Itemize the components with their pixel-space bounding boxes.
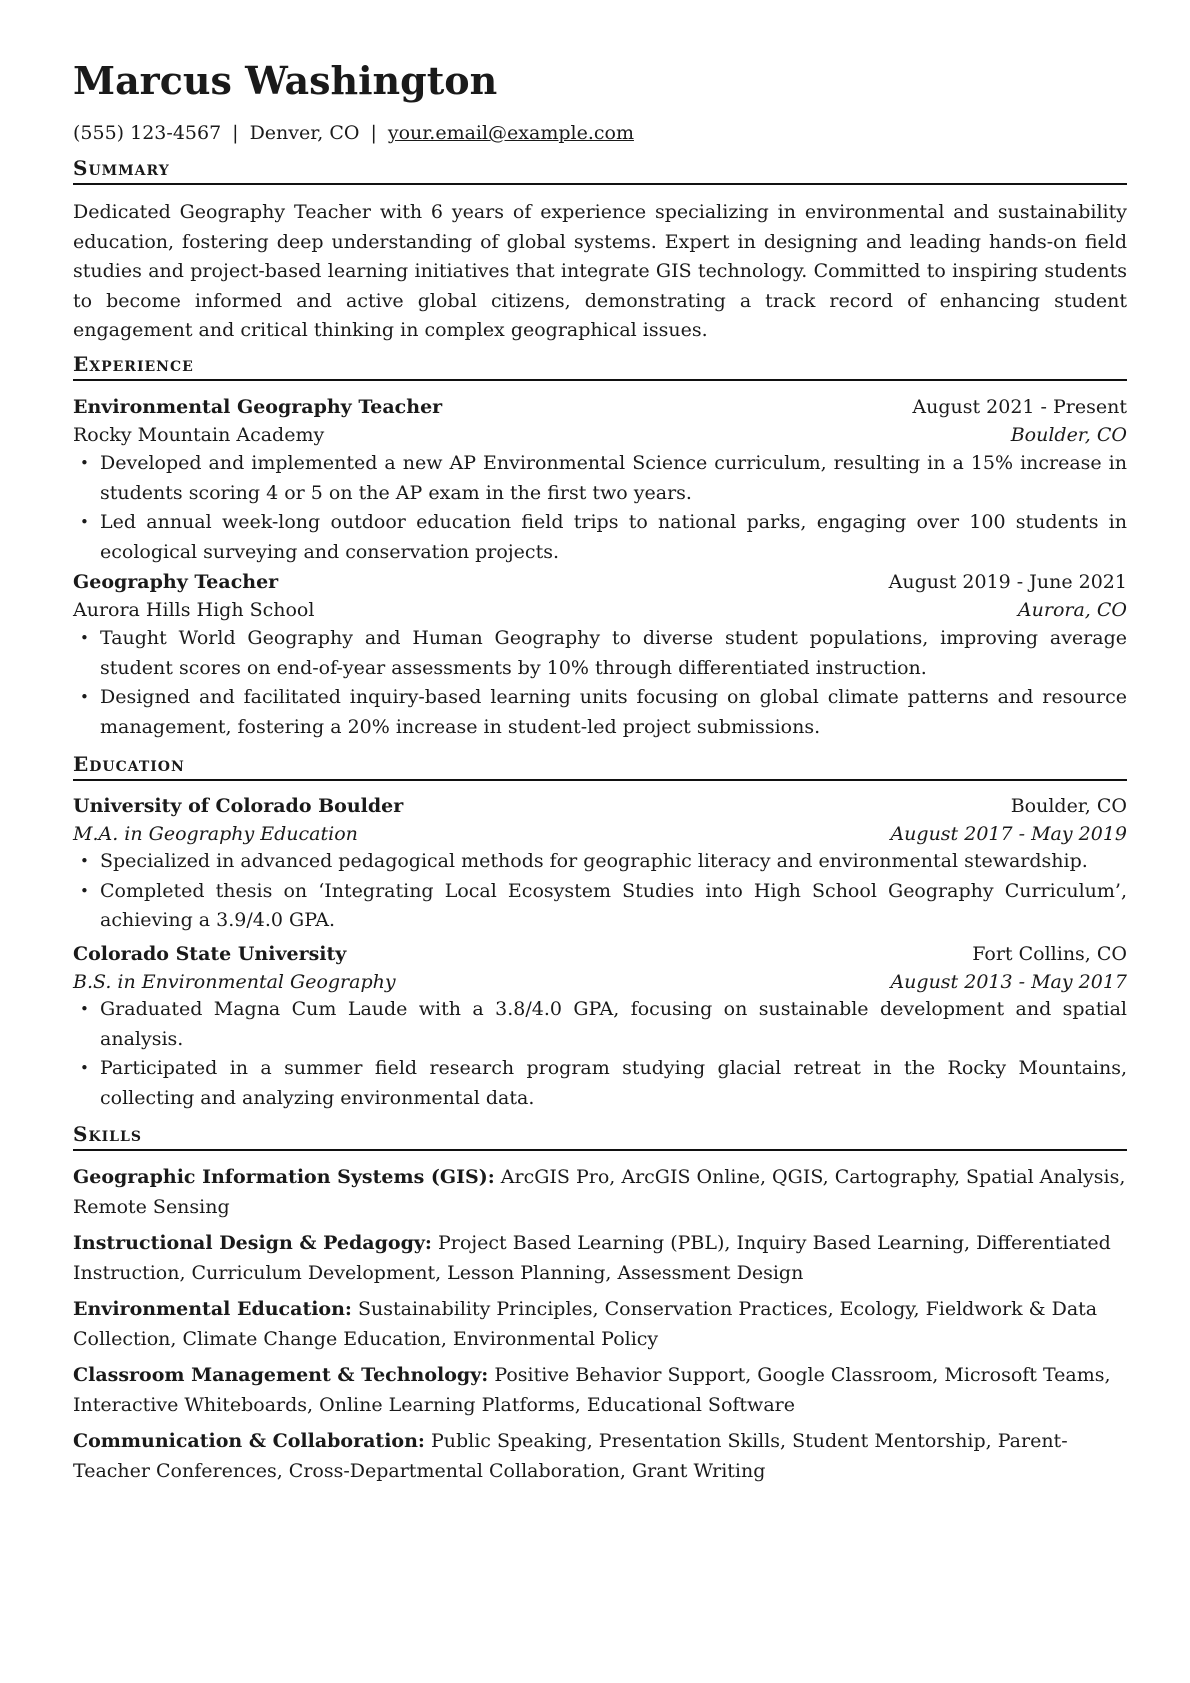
- skill-row: [73, 1295, 1127, 1354]
- bullet-icon: •: [80, 852, 89, 870]
- school-location: Boulder, CO: [1010, 795, 1127, 817]
- list-item: • Graduated Magna Cum Laude with a 3.8/4.0 GPA, focusing on sustainable development and spatial analysis.: [73, 995, 1127, 1054]
- skill-category: Environmental Education:: [73, 1298, 352, 1320]
- education-dates: August 2013 - May 2017: [890, 971, 1127, 993]
- bullet-icon: •: [80, 1059, 89, 1077]
- skill-list: Sustainability Principles, Conservation Practices, Ecology, Fieldwork & Data Collection, Climate Change Education, Environmental Policy: [73, 1298, 1098, 1350]
- summary-text: Dedicated Geography Teacher with 6 years of experience specializing in environmental and sustainability education, fostering deep understanding of global systems. Expert in designing and leading hands-on field studies and project-based learning initiatives that integrate GIS technology. Committed to inspiring students to become informed and active global citizens, demonstrating a track record of enhancing student engagement and critical thinking in complex geographical issues.: [73, 201, 1127, 341]
- employer: Aurora Hills High School: [73, 599, 315, 621]
- phone-number: (555) 123-4567: [73, 122, 222, 144]
- candidate-name: Marcus Washington: [73, 58, 498, 103]
- job-title: Environmental Geography Teacher: [73, 396, 443, 418]
- skill-list: Project Based Learning (PBL), Inquiry Based Learning, Differentiated Instruction, Curriculum Development, Lesson Planning, Assessment Design: [73, 1232, 1111, 1284]
- separator: |: [370, 122, 377, 144]
- skill-list: ArcGIS Pro, ArcGIS Online, QGIS, Cartography, Spatial Analysis, Remote Sensing: [73, 1166, 1126, 1218]
- section-heading-skills: Skills: [73, 1122, 1127, 1151]
- school-name: University of Colorado Boulder: [73, 795, 404, 817]
- section-heading-summary: Summary: [73, 156, 1127, 185]
- skill-row: [73, 1163, 1127, 1222]
- bullet-icon: •: [80, 513, 89, 531]
- skill-list: Positive Behavior Support, Google Classroom, Microsoft Teams, Interactive Whiteboards, Online Learning Platforms, Educational Software: [73, 1364, 1111, 1416]
- skill-category: Classroom Management & Technology:: [73, 1364, 489, 1386]
- skill-category: Instructional Design & Pedagogy:: [73, 1232, 432, 1254]
- education-dates: August 2017 - May 2019: [890, 823, 1127, 845]
- job-subheader: [73, 596, 1127, 625]
- employer: Rocky Mountain Academy: [73, 424, 325, 446]
- bullet-icon: •: [80, 1000, 89, 1018]
- job-subheader: [73, 421, 1127, 450]
- list-item: • Specialized in advanced pedagogical methods for geographic literacy and environmental stewardship.: [73, 847, 1127, 877]
- job-title: Geography Teacher: [73, 571, 279, 593]
- contact-line: [73, 121, 634, 146]
- education-subheader: [73, 820, 1127, 849]
- skill-list: Public Speaking, Presentation Skills, Student Mentorship, Parent-Teacher Conferences, Cross-Departmental Collaboration, Grant Writing: [73, 1430, 1068, 1482]
- bullet-icon: •: [80, 454, 89, 472]
- list-item: • Completed thesis on ‘Integrating Local Ecosystem Studies into High School Geography Curriculum’, achieving a 3.9/4.0 GPA.: [73, 877, 1127, 936]
- job-bullets: [73, 624, 1127, 742]
- bullet-icon: •: [80, 688, 89, 706]
- job-bullets: [73, 449, 1127, 567]
- section-heading-education: Education: [73, 752, 1127, 781]
- degree: M.A. in Geography Education: [73, 823, 358, 845]
- skill-row: [73, 1229, 1127, 1288]
- school-name: Colorado State University: [73, 943, 347, 965]
- section-heading-experience: Experience: [73, 352, 1127, 381]
- skill-row: [73, 1361, 1127, 1420]
- degree: B.S. in Environmental Geography: [73, 971, 396, 993]
- list-item: • Developed and implemented a new AP Environmental Science curriculum, resulting in a 15% increase in students scoring 4 or 5 on the AP exam in the first two years.: [73, 449, 1127, 508]
- skill-row: [73, 1427, 1127, 1486]
- job-header: [73, 393, 1127, 422]
- list-item: • Taught World Geography and Human Geography to diverse student populations, improving average student scores on end-of-year assessments by 10% through differentiated instruction.: [73, 624, 1127, 683]
- skill-category: Geographic Information Systems (GIS):: [73, 1166, 495, 1188]
- list-item: • Participated in a summer field research program studying glacial retreat in the Rocky Mountains, collecting and analyzing environmental data.: [73, 1054, 1127, 1113]
- job-location: Boulder, CO: [1010, 424, 1127, 446]
- separator: |: [232, 122, 239, 144]
- bullet-icon: •: [80, 629, 89, 647]
- email-link[interactable]: your.email@example.com: [387, 122, 634, 144]
- bullet-icon: •: [80, 881, 89, 900]
- education-header: [73, 792, 1127, 821]
- school-location: Fort Collins, CO: [972, 943, 1127, 965]
- location: Denver, CO: [249, 122, 360, 144]
- skill-category: Communication & Collaboration:: [73, 1430, 425, 1452]
- job-header: [73, 568, 1127, 597]
- list-item: • Designed and facilitated inquiry-based learning units focusing on global climate patterns and resource management, fostering a 20% increase in student-led project submissions.: [73, 683, 1127, 742]
- education-subheader: [73, 968, 1127, 997]
- job-location: Aurora, CO: [1017, 599, 1127, 621]
- job-dates: August 2021 - Present: [912, 396, 1127, 418]
- list-item: • Led annual week-long outdoor education field trips to national parks, engaging over 100 students in ecological surveying and conservation projects.: [73, 508, 1127, 567]
- education-bullets: [73, 847, 1127, 936]
- education-bullets: [73, 995, 1127, 1113]
- education-header: [73, 940, 1127, 969]
- job-dates: August 2019 - June 2021: [888, 571, 1127, 593]
